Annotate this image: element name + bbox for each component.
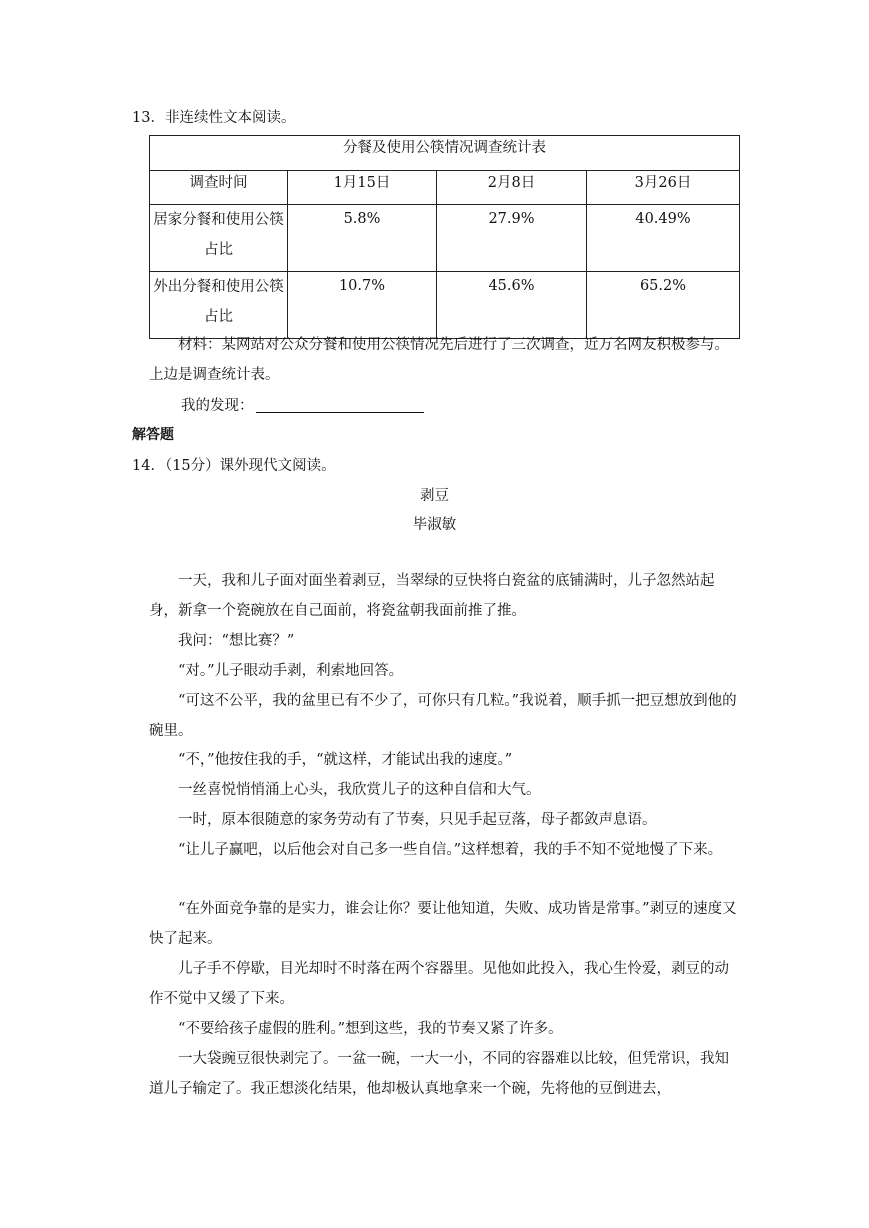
article-paragraph: 一大袋豌豆很快剥完了。一盆一碗，一大一小，不同的容器难以比较，但凭常识，我知道儿子输定了。我正想淡化结果，他却极认真地拿来一个碗，先将他的豆倒进去，: [149, 1051, 729, 1097]
article-paragraph: 一时，原本很随意的家务劳动有了节奏，只见手起豆落，母子都敛声息语。: [178, 812, 657, 828]
article-paragraph: “让儿子赢吧，以后他会对自己多一些自信。”这样想着，我的手不知不觉地慢了下来。: [178, 842, 723, 858]
table-row: [150, 272, 740, 339]
answer-blank[interactable]: [256, 396, 424, 413]
article-paragraph: “对。”儿子眼动手剥，利索地回答。: [178, 663, 404, 679]
article-paragraph: “不要给孩子虚假的胜利。”想到这些，我的节奏又紧了许多。: [178, 1021, 563, 1037]
table-row-label: 外出分餐和使用公筷占比: [150, 272, 288, 339]
article-title: 剥豆: [420, 488, 449, 504]
table-row: [150, 205, 740, 272]
table-cell: 5.8%: [288, 205, 437, 272]
article-paragraph: “不，”他按住我的手，“就这样，才能试出我的速度。”: [178, 752, 513, 768]
table-cell: 27.9%: [437, 205, 587, 272]
table-cell: 45.6%: [437, 272, 587, 339]
table-header-cell: 1月15日: [288, 171, 437, 205]
finding-prompt: [181, 394, 424, 415]
article-author: 毕淑敏: [412, 517, 457, 533]
article-paragraph: 我问：“想比赛？”: [178, 633, 295, 649]
article-paragraph: “在外面竞争靠的是实力，谁会让你？要让他知道，失败、成功皆是常事。”剥豆的速度又快了起来。: [149, 901, 737, 947]
finding-label: 我的发现：: [181, 398, 254, 414]
question-13-label: 13．非连续性文本阅读。: [132, 110, 296, 126]
table-header-cell: 调查时间: [150, 171, 288, 205]
article-paragraph: 一丝喜悦悄悄涌上心头，我欣赏儿子的这种自信和大气。: [178, 782, 541, 798]
article-paragraph: 儿子手不停歇，目光却时不时落在两个容器里。见他如此投入，我心生怜爱，剥豆的动作不觉中又缓了下来。: [149, 961, 729, 1007]
table-cell: 10.7%: [288, 272, 437, 339]
table-header-cell: 3月26日: [587, 171, 740, 205]
table-header-cell: 2月8日: [437, 171, 587, 205]
article-paragraph: 一天，我和儿子面对面坐着剥豆，当翠绿的豆快将白瓷盆的底铺满时，儿子忽然站起身，新拿一个瓷碗放在自己面前，将瓷盆朝我面前推了推。: [149, 573, 715, 619]
material-paragraph: 材料：某网站对公众分餐和使用公筷情况先后进行了三次调查，近万名网友积极参与。上边是调查统计表。: [149, 337, 729, 383]
table-cell: 40.49%: [587, 205, 740, 272]
table-caption: 分餐及使用公筷情况调查统计表: [150, 136, 740, 171]
table-row-label: 居家分餐和使用公筷占比: [150, 205, 288, 272]
article-paragraph: “可这不公平，我的盆里已有不少了，可你只有几粒。”我说着，顺手抓一把豆想放到他的碗里。: [149, 693, 737, 739]
question-14-label: 14．（15分）课外现代文阅读。: [132, 458, 336, 474]
section-title: 解答题: [132, 427, 174, 443]
table-cell: 65.2%: [587, 272, 740, 339]
survey-table: [149, 135, 740, 339]
